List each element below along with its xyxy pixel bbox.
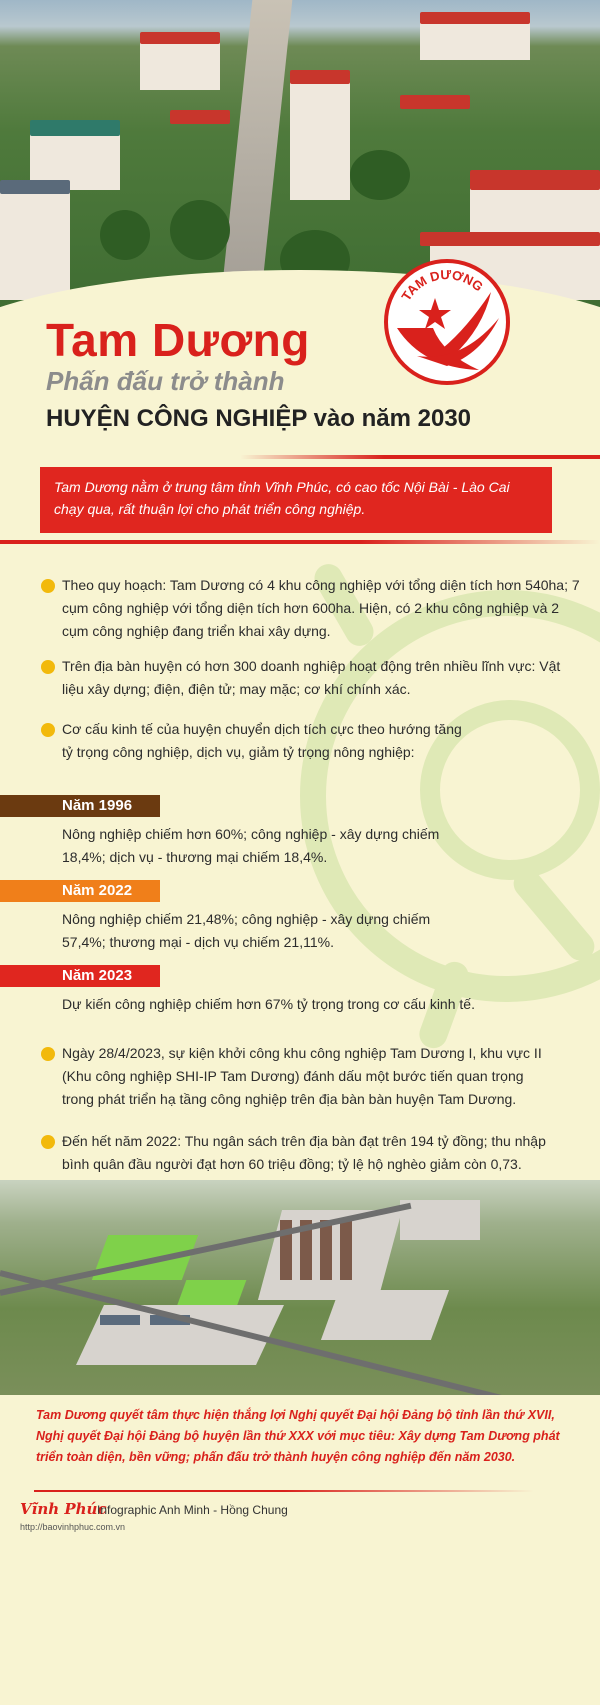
year-text-2022: Nông nghiệp chiếm 21,48%; công nghiệp - xây dựng chiếm 57,4%; thương mại - dịch vụ chiếm 21,11%. — [62, 911, 431, 950]
year-tag-2023: Năm 2023 — [0, 965, 160, 987]
brand-logo: Vĩnh Phúc — [20, 1500, 107, 1518]
bullet-text: Trên địa bàn huyện có hơn 300 doanh nghiệp hoạt động trên nhiều lĩnh vực: Vật liệu xây dựng; điện, điện tử; may mặc; cơ khí chính xác. — [62, 658, 561, 697]
bullet-item — [44, 1130, 562, 1176]
bullet-text: Ngày 28/4/2023, sự kiện khởi công khu công nghiệp Tam Dương I, khu vực II (Khu công nghiệp SHI-IP Tam Dương) đánh dấu một bước tiến quan trọng trong phát triển hạ tầng công nghiệp trên địa bàn bàn huyện Tam Dương. — [62, 1045, 542, 1107]
bullet-text: Theo quy hoạch: Tam Dương có 4 khu công nghiệp với tổng diện tích hơn 540ha; 7 cụm công nghiệp với tổng diện tích hơn 600ha. Hiện, có 2 khu công nghiệp và 2 cụm công nghiệp đang triển khai xây dựng. — [62, 577, 580, 639]
closing-statement: Tam Dương quyết tâm thực hiện thắng lợi Nghị quyết Đại hội Đảng bộ tỉnh lần thứ XVII, Nghị quyết Đại hội Đảng bộ huyện lần thứ XXX với mục tiêu: Xây dựng Tam Dương phát triển toàn diện, bền vững; phấn đấu trở thành huyện công nghiệp đến năm 2030. — [36, 1408, 560, 1464]
bullet-item — [44, 1042, 542, 1111]
page-subtitle: Phấn đấu trở thành — [46, 366, 285, 396]
divider — [240, 455, 600, 459]
divider — [0, 540, 600, 544]
bullet-text: Đến hết năm 2022: Thu ngân sách trên địa bàn đạt trên 194 tỷ đồng; thu nhập bình quân đầu người đạt hơn 60 triệu đồng; tỷ lệ hộ nghèo giảm còn 0,73. — [62, 1133, 546, 1172]
bullet-dot-icon — [41, 1135, 55, 1149]
page-headline: HUYỆN CÔNG NGHIỆP vào năm 2030 — [46, 405, 472, 432]
intro-box: Tam Dương nằm ở trung tâm tỉnh Vĩnh Phúc, có cao tốc Nội Bài - Lào Cai chạy qua, rất thuận lợi cho phát triển công nghiệp. — [40, 467, 552, 533]
bullet-item — [44, 718, 462, 764]
year-tag-1996: Năm 1996 — [0, 795, 160, 817]
divider — [34, 1490, 534, 1492]
bullet-dot-icon — [41, 1047, 55, 1061]
source-url[interactable]: http://baovinhphuc.com.vn — [20, 1522, 126, 1532]
bullet-dot-icon — [41, 723, 55, 737]
page-title: Tam Dương — [46, 314, 310, 366]
logo-text: TAM DƯƠNG — [398, 266, 487, 304]
infographic-credit: Infographic Anh Minh - Hồng Chung — [97, 1503, 288, 1517]
year-text-1996: Nông nghiệp chiếm hơn 60%; công nghiệp - xây dựng chiếm 18,4%; dịch vụ - thương mại chiếm 18,4%. — [62, 826, 440, 865]
bullet-text: Cơ cấu kinh tế của huyện chuyển dịch tích cực theo hướng tăng tỷ trọng công nghiệp, dịch vụ, giảm tỷ trọng nông nghiệp: — [62, 721, 462, 760]
tam-duong-logo — [383, 258, 511, 386]
footer-background — [0, 1538, 600, 1705]
bullet-item — [44, 655, 582, 701]
year-tag-2022: Năm 2022 — [0, 880, 160, 902]
bullet-item — [44, 574, 582, 643]
industrial-park-aerial-image — [0, 1180, 600, 1395]
bullet-dot-icon — [41, 579, 55, 593]
bullet-dot-icon — [41, 660, 55, 674]
year-text-2023: Dự kiến công nghiệp chiếm hơn 67% tỷ trọng trong cơ cấu kinh tế. — [62, 996, 475, 1012]
